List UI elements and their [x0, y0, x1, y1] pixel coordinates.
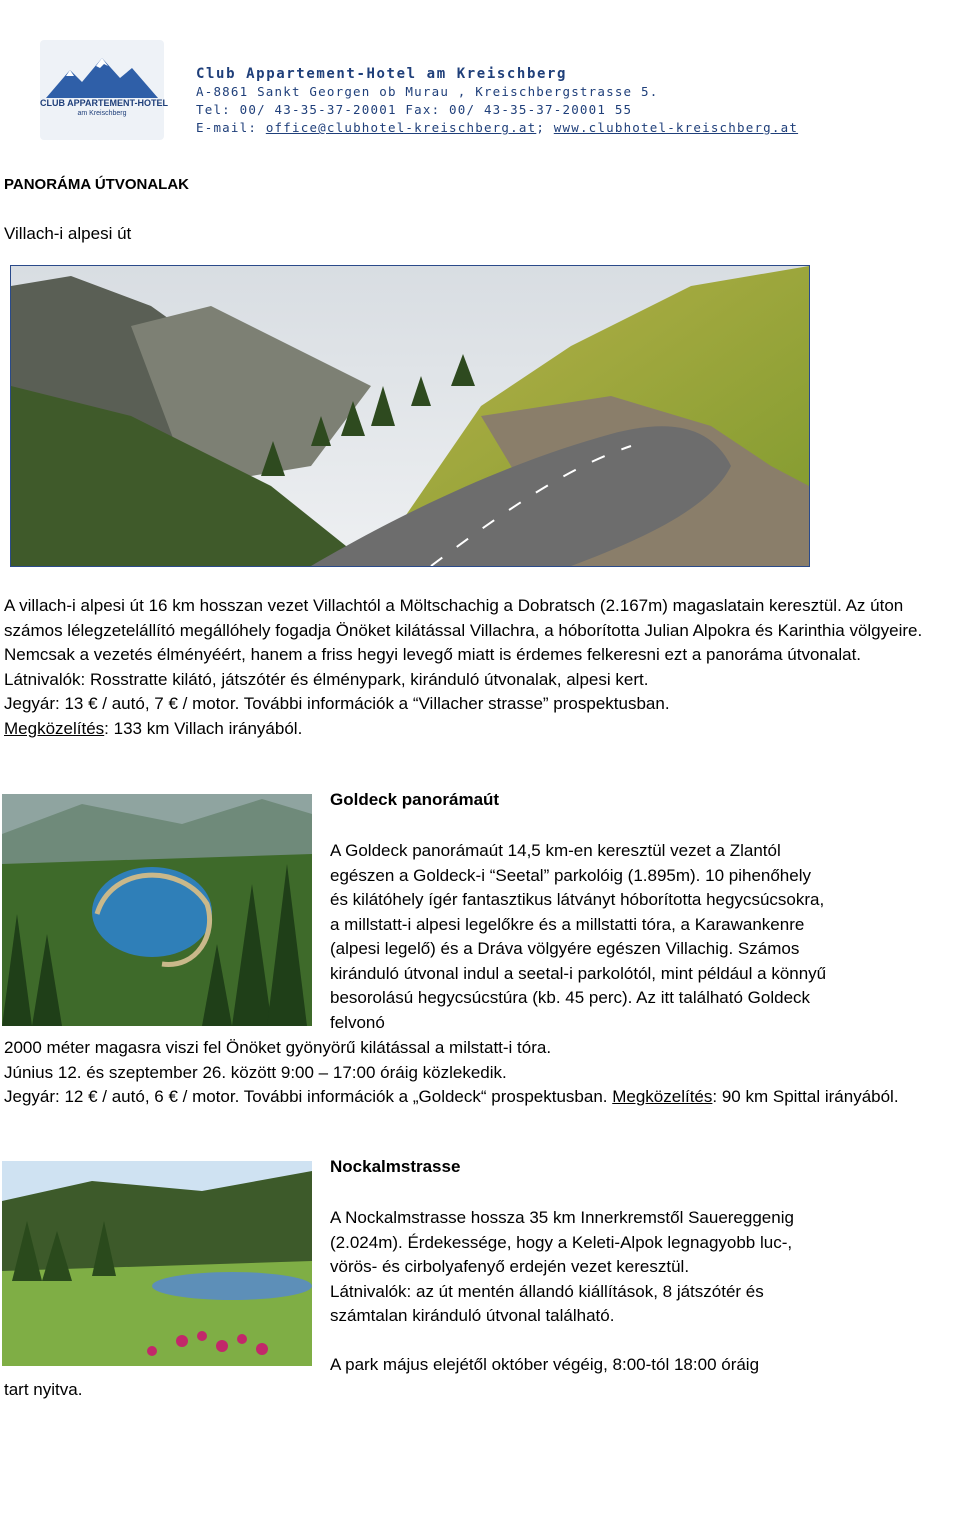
- section-title-villach: Villach-i alpesi út: [4, 224, 132, 243]
- access-label: Megközelítés: [612, 1087, 713, 1106]
- goldeck-ticket-access: [4, 1085, 954, 1110]
- hotel-address: A-8861 Sankt Georgen ob Murau , Kreischbergstrasse 5.: [196, 84, 659, 99]
- goldeck-lake-photo: [2, 794, 312, 1026]
- page-title: PANORÁMA ÚTVONALAK: [4, 176, 189, 193]
- villach-paragraph: A villach-i alpesi út 16 km hosszan vezet Villachtól a Möltschachig a Dobratsch (2.167m) magaslatain keresztül. Az úton számos lélegzetelállító megállóhely fogadja Önöket kilátással Villachra, a hóborította Julian Alpokra és Karinthia völgyeire. Nemcsak a vezetés élményéért, hanem a friss hegyi levegő miatt is érdemes felkeresni ezt a panoráma útvonalat.: [4, 596, 923, 664]
- villach-access: [4, 717, 954, 742]
- goldeck-ticket: Jegyár: 12 € / autó, 6 € / motor. További információk a „Goldeck“ prospektusban.: [4, 1087, 613, 1106]
- website-link[interactable]: www.clubhotel-kreischberg.at: [553, 120, 799, 135]
- villach-sights: Látnivalók: Rosstratte kilátó, játszótér és élménypark, kiránduló útvonalak, alpesi kert.: [4, 669, 649, 689]
- nockalm-hours-tail: tart nyitva.: [4, 1380, 83, 1399]
- villach-ticket: Jegyár: 13 € / autó, 7 € / motor. További információk a “Villacher strasse” prospektusban.: [4, 694, 670, 713]
- section-title-nockalmstrasse: Nockalmstrasse: [330, 1157, 461, 1176]
- goldeck-dates: Június 12. és szeptember 26. között 9:00 – 17:00 óráig közlekedik.: [4, 1062, 507, 1082]
- nockalm-paragraph: [330, 1206, 830, 1329]
- access-text: : 90 km Spittal irányából.: [712, 1087, 899, 1106]
- hotel-logo: [40, 40, 168, 140]
- goldeck-lift-text: 2000 méter magasra viszi fel Önöket gyönyörű kilátással a milstatt-i tóra.: [4, 1038, 552, 1057]
- nockalm-description: A Nockalmstrasse hossza 35 km Innerkremstől Sauereggenig (2.024m). Érdekessége, hogy a Keleti-Alpok legnagyobb luc-, vörös- és cirbolyafenyő erdején vezet keresztül.: [330, 1208, 794, 1276]
- access-label: Megközelítés: [4, 718, 105, 738]
- hotel-name: Club Appartement-Hotel am Kreischberg: [196, 66, 568, 82]
- mountain-road-photo: [10, 265, 810, 567]
- logo-text: CLUB APPARTEMENT-HOTEL: [40, 98, 168, 108]
- goldeck-continuation: [4, 1036, 954, 1110]
- goldeck-paragraph: A Goldeck panorámaút 14,5 km-en keresztül vezet a Zlantól egészen a Goldeck-i “Seetal” parkolóig (1.895m). 10 pihenőhely és kilátóhely ígér fantasztikus látványt hóborította hegycsúcsokra, a millstatt-i alpesi legelőkre és a millstatti tóra, a Karawankenre (alpesi legelő) és a Dráva völgyére egészen Villachig. Számos kiránduló útvonal indul a seetal-i parkolótól, mint például a könnyű besorolású hegycsúcstúra (kb. 45 perc). Az itt található Goldeck felvonó: [330, 841, 827, 1032]
- nockalm-hours: A park május elejétől október végéig, 8:00-tól 18:00 óráig: [330, 1355, 760, 1374]
- email-link[interactable]: office@clubhotel-kreischberg.at: [265, 120, 537, 135]
- villach-description: [4, 594, 954, 741]
- contact-separator: ;: [536, 120, 554, 135]
- section-title-goldeck: Goldeck panorámaút: [330, 790, 500, 809]
- email-label: E-mail:: [196, 120, 266, 135]
- logo-subtext: am Kreischberg: [77, 110, 127, 117]
- mountain-logo-icon: [40, 40, 168, 140]
- hotel-contact: [196, 120, 798, 135]
- nockalm-meadow-photo: [2, 1161, 312, 1366]
- access-text: : 133 km Villach irányából.: [104, 718, 303, 738]
- nockalm-sights: Látnivalók: az út mentén állandó kiállítások, 8 játszótér és számtalan kiránduló útvonal található.: [330, 1281, 764, 1325]
- hotel-phone-fax: Tel: 00/ 43-35-37-20001 Fax: 00/ 43-35-37-20001 55: [196, 102, 633, 117]
